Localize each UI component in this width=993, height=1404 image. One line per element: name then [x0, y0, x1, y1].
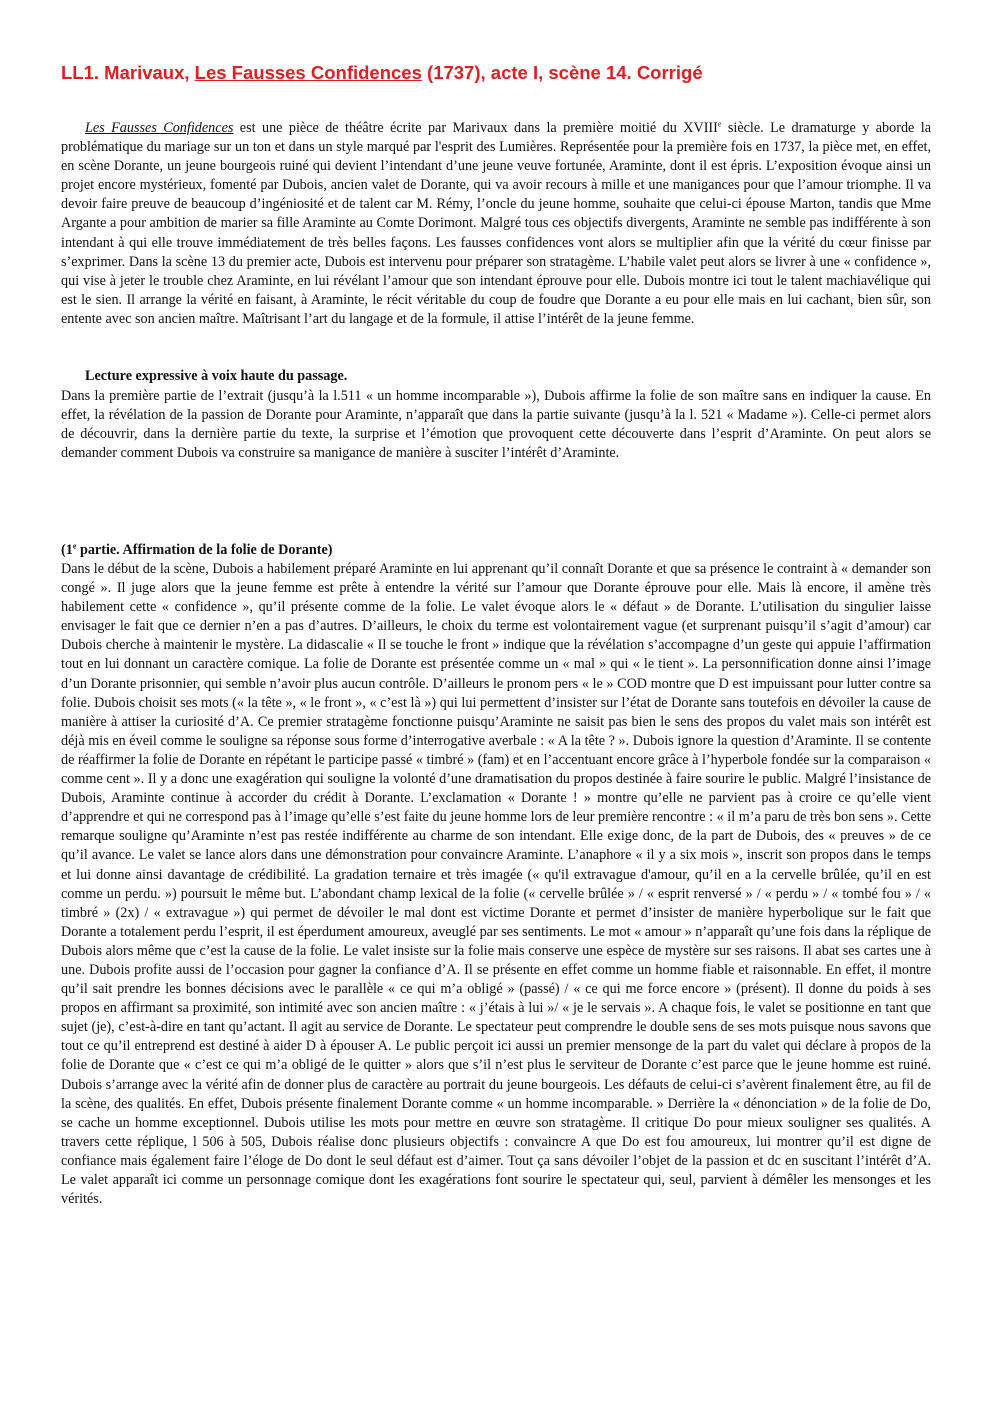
- part1-heading-b: partie. Affirmation de la folie de Dorante): [76, 542, 333, 558]
- intro-text-b: siècle. Le dramaturge y aborde la problématique du mariage sur un ton et dans un style marqué par l'esprit des Lumières. Représentée pour la première fois en 1737, la pièce met, en effet, en scène Dorante, un jeune bourgeois ruiné qui devient l’intendant d’une jeune veuve fortunée, Araminte, dont il est épris. L’exposition évoque ainsi un projet encore mystérieux, fomenté par Dubois, ancien valet de Dorante, qui va avoir recours à mille et une manigances pour que l’amour triomphe. Il va devoir faire preuve de beaucoup d’ingéniosité et de talent car M. Rémy, l’oncle du jeune homme, souhaite que celui-ci épouse Marton, tandis que Mme Argante a pour ambition de marier sa fille Araminte au Comte Dorimont. Malgré tous ces objectifs divergents, Araminte ne semble pas indifférente à son intendant à qui elle trouve immédiatement de très belles façons. Les fausses confidences vont alors se multiplier afin que la vérité du cœur finisse par s’exprimer. Dans la scène 13 du premier acte, Dubois est intervenu pour préparer son stratagème. L’habile valet peut alors se livrer à une « confidence », qui vise à jeter le trouble chez Araminte, en lui révélant l’amour que son intendant éprouve pour elle. Dubois montre ici tout le talent machiavélique qui est le sien. Il arrange la vérité en faisant, à Araminte, le récit véritable du coup de foudre que Dorante a eu pour elle mais en lui cachant, bien sûr, son entente avec son ancien maître. Maîtrisant l’art du langage et de la formule, il attise l’intérêt de la jeune femme.: [61, 120, 931, 327]
- lecture-instruction: Lecture expressive à voix haute du passage.: [85, 368, 348, 384]
- title-suffix: (1737), acte I, scène 14. Corrigé: [421, 62, 703, 83]
- part1-heading: [61, 541, 931, 560]
- document-title: [61, 62, 941, 84]
- intro-work-title: Les Fausses Confidences: [85, 120, 234, 136]
- intro-century-sup: e: [717, 119, 722, 129]
- plan-paragraph: Dans la première partie de l’extrait (jusqu’à la l.511 « un homme incomparable »), Dubois affirme la folie de son maître sans en indiquer la cause. En effet, la révélation de la passion de Dorante pour Araminte, n’apparaît que dans la partie suivante (jusqu’à la l. 521 « Madame »). Celle-ci permet alors de découvrir, dans la dernière partie du texte, la surprise et l’émotion que provoquent cette découverte dans l’esprit d’Araminte. On peut alors se demander comment Dubois va construire sa manigance de manière à susciter l’intérêt d’Araminte.: [61, 388, 931, 462]
- part1-body: Dans le début de la scène, Dubois a habilement préparé Araminte en lui apprenant qu’il connaît Dorante et que sa présence le contraint à « demander son congé ». Il juge alors que la jeune femme est prête à entendre la vérité sur l’amour que Dorante éprouve pour elle. Mais là encore, il amène très habilement cette « confidence », qu’il présente comme de la folie. Le valet évoque alors le « défaut » de Dorante. L’utilisation du singulier laisse envisager le fait que ce dernier n’en a pas d’autres. D’ailleurs, le choix du terme est volontairement vague (et surprenant puisqu’il s’agit d’amour) car Dubois cherche à maintenir le mystère. La didascalie « Il se touche le front » indique que la révélation s’accompagne d’un geste qui appuie l’affirmation tout en lui donnant un caractère comique. La folie de Dorante est présentée comme un « mal » qui « le tient ». La personnification donne ainsi l’image d’un Dorante prisonnier, qui semble n’avoir plus aucun contrôle. D’ailleurs le pronom pers « le » COD montre que D est impuissant pour lutter contre sa folie. Dubois choisit ses mots (« la tête », « le front », « c’est là ») qui lui permettent d’insister sur l’état de Dorante sans toutefois en dévoiler la cause de manière à attiser la curiosité d’A. Ce premier stratagème fonctionne puisqu’Araminte ne saisit pas bien le sens des propos du valet mais son intérêt est déjà mis en éveil comme le souligne sa réponse sous forme d’interrogative averbale : « A la tête ? ». Dubois ignore la question d’Araminte. Il se contente de réaffirmer la folie de Dorante en répétant le participe passé « timbré » (fam) et en l’accentuant encore grâce à l’hyperbole fondée sur la comparaison « comme cent ». Il y a donc une exagération qui souligne la volonté d’une dramatisation du propos destinée à faire sourire le public. Malgré l’insistance de Dubois, Araminte continue à accorder du crédit à Dorante. L’exclamation « Dorante ! » montre qu’elle ne parvient pas à croire ce qu’elle vient d’apprendre et qui ne correspond pas à l’image qu’elle s’est faite du jeune homme lors de leur première rencontre : « il m’a paru de très bon sens ». Cette remarque souligne qu’Araminte n’est pas restée indifférente au charme de son intendant. Elle exige donc, de la part de Dubois, des « preuves » de ce qu’il avance. Le valet se lance alors dans une démonstration pour convaincre Araminte. L’anaphore « il y a six mois », inscrit son propos dans le temps et lui donne ainsi davantage de crédibilité. La gradation ternaire et très imagée (« qu'il extravague d'amour, qu’il en a la cervelle brûlée, qu’il en est comme un perdu. ») poursuit le même but. L’abondant champ lexical de la folie (« cervelle brûlée » / « esprit renversé » / « perdu » / « tombé fou » / « timbré » (2x) / « extravague ») qui permet de dévoiler le mal dont est victime Dorante et permet d’insister de manière hyperbolique sur le fait que Dorante a totalement perdu l’esprit, il est éperdument amoureux, aveuglé par ses sentiments. Le mot « amour » n’apparaît qu’une fois dans la réplique de Dubois alors même que c’est la cause de la folie. Le valet insiste sur la folie mais conserve une espèce de mystère sur ses raisons. Il abat ses cartes une à une. Dubois profite aussi de l’occasion pour gagner la confiance d’A. Il se présente en effet comme un homme fiable et raisonnable. En effet, il montre qu’il sait prendre les bonnes décisions avec le parallèle « ce qui m’a obligé » (passé) / « ce qui me force encore » (présent). Il donne du poids à ses propos en affirmant sa proximité, son intimité avec son ancien maître : « j’étais à lui »/ « je le servais ». A chaque fois, le valet se positionne en tant que sujet (je), c’est-à-dire en tant qu’actant. Il agit au service de Dorante. Le spectateur peut comprendre le double sens de ses mots puisque nous savons que tout ce qu’il entreprend est destiné à aider D à épouser A. Le public perçoit ici aussi un premier mensonge de la part du valet qui déclare à propos de la folie de Dorante que « c’est ce qui m’a obligé de le quitter » alors que s’il n’est plus le serviteur de Dorante c’est parce que le jeune homme est ruiné. Dubois s’arrange avec la vérité afin de donner plus de caractère au portrait du jeune bourgeois. Les défauts de celui-ci s’avèrent finalement être, au fil de la scène, des qualités. En effet, Dubois présente finalement Dorante comme « un homme incomparable. » Derrière la « dénonciation » de la folie de Do, se cache un homme exceptionnel. Dubois utilise les mots pour mettre en œuvre son stratagème. Il critique Do pour mieux souligner ses qualités. A travers cette réplique, l 506 à 505, Dubois réalise donc plusieurs objectifs : convaincre A que Do est fou amoureux, lui montrer qu’il est digne de confiance mais également faire l’éloge de Do dont le seul défaut est d’aimer. Tout ça sans dévoiler l’objet de la passion et dc en suscitant l’intérêt d’A. Le valet apparaît ici comme un personnage comique dont les exagérations font sourire le spectateur qui, seul, parvient à démêler les mensonges et les vérités.: [61, 561, 931, 1208]
- title-prefix: LL1. Marivaux,: [61, 62, 195, 83]
- intro-text-a: est une pièce de théâtre écrite par Marivaux dans la première moitié du XVIII: [233, 120, 718, 136]
- intro-paragraph: [61, 119, 931, 329]
- part1-heading-sup: e: [72, 541, 77, 551]
- part1-heading-a: (1: [61, 542, 73, 558]
- title-work: Les Fausses Confidences: [194, 62, 422, 83]
